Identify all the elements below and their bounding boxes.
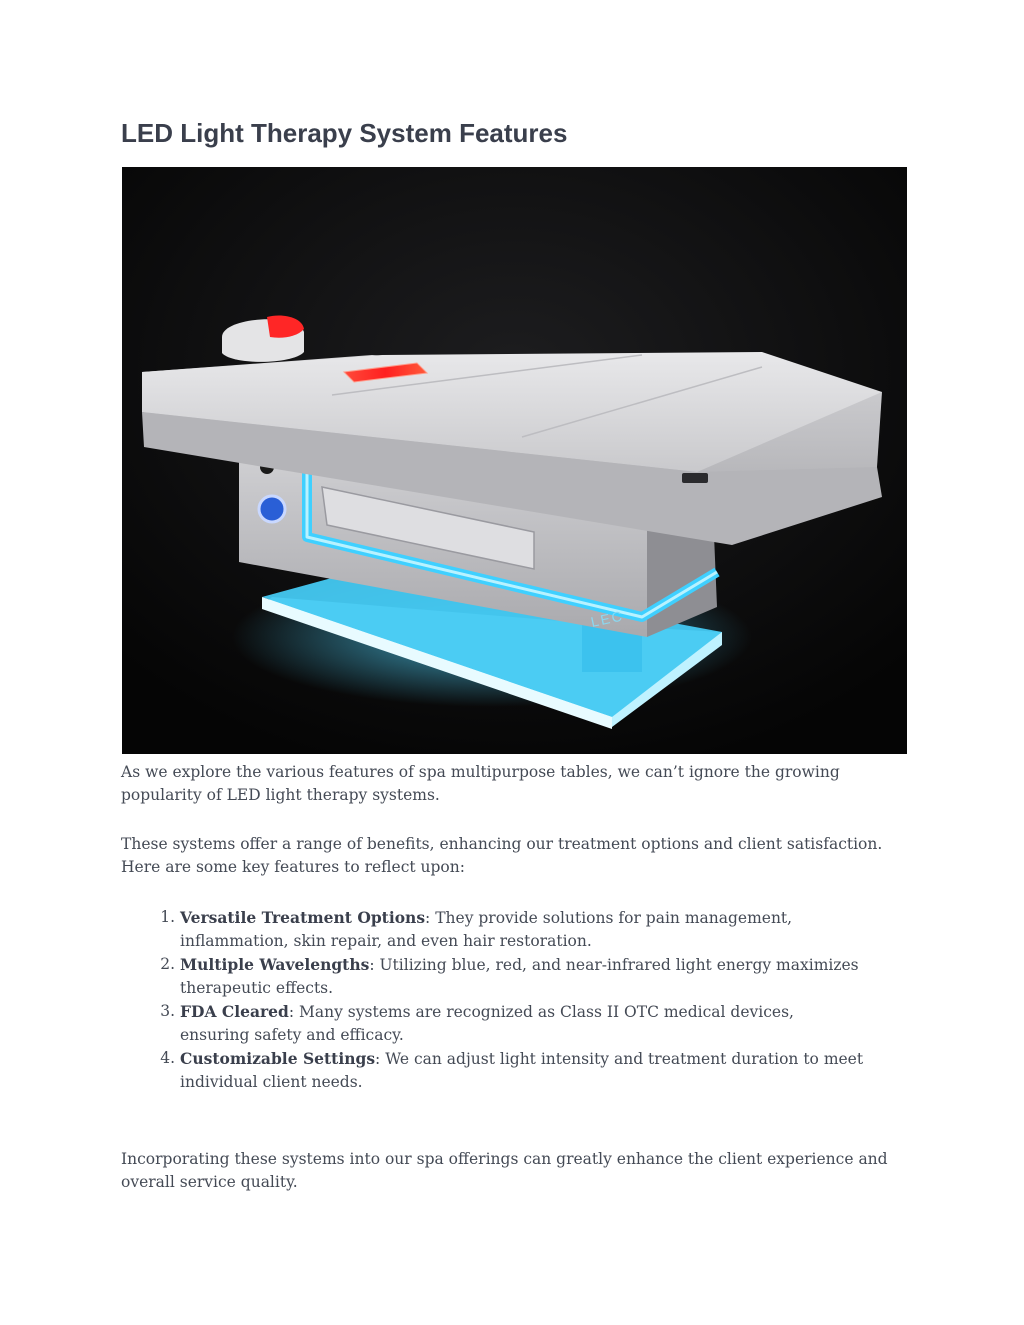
led-table-illustration (122, 167, 907, 754)
feature-number: 2. (160, 955, 175, 973)
intro-paragraph: As we explore the various features of spa multipurpose tables, we can’t ignore the growing popularity of LED light therapy systems. (121, 763, 840, 804)
feature-term: FDA Cleared (180, 1002, 289, 1021)
page-title: LED Light Therapy System Features (121, 118, 568, 148)
feature-term: Customizable Settings (180, 1049, 376, 1068)
feature-description: : We can adjust light intensity and treatment duration to meet individual client needs. (180, 1050, 864, 1091)
feature-list (121, 906, 907, 1094)
feature-description: : They provide solutions for pain management, inflammation, skin repair, and even hair restoration. (180, 909, 793, 950)
brand-label-icon (682, 473, 708, 483)
brand-badge-icon (259, 496, 285, 522)
feature-description: : Utilizing blue, red, and near-infrared light energy maximizes therapeutic effects. (180, 956, 859, 997)
feature-number: 1. (160, 908, 175, 926)
feature-term: Multiple Wavelengths (180, 955, 370, 974)
hero-image (122, 167, 907, 754)
brand-mark: LEC (589, 607, 626, 630)
conclusion-paragraph: Incorporating these systems into our spa offerings can greatly enhance the client experience and overall service quality. (121, 1150, 888, 1191)
feature-number: 4. (160, 1049, 175, 1067)
feature-description: : Many systems are recognized as Class II OTC medical devices, ensuring safety and efficacy. (180, 1003, 794, 1044)
feature-item (121, 953, 907, 1000)
feature-item (121, 906, 907, 953)
lead-in-paragraph: These systems offer a range of benefits, enhancing our treatment options and client satisfaction. Here are some key features to reflect upon: (121, 835, 883, 876)
feature-term: Versatile Treatment Options (180, 908, 426, 927)
feature-item (121, 1047, 907, 1094)
feature-number: 3. (160, 1002, 175, 1020)
feature-item (121, 1000, 907, 1047)
